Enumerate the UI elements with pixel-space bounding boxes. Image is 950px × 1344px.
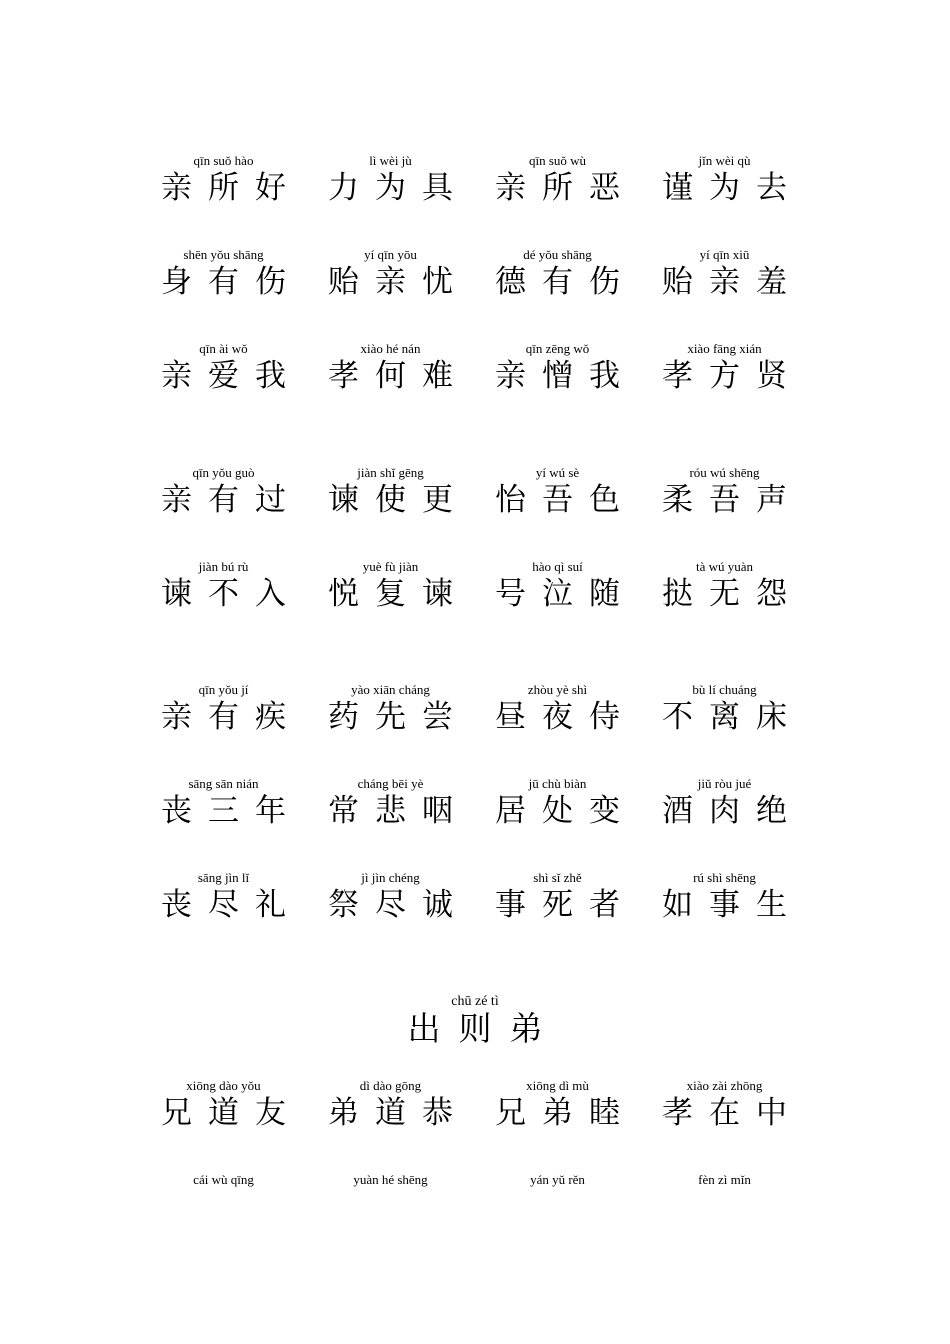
pinyin-text: bù lí chuáng	[692, 682, 757, 697]
pinyin-text: qīn ài wǒ	[199, 341, 248, 356]
hanzi-text: 身有伤	[161, 264, 302, 300]
hanzi-text: 贻亲羞	[662, 264, 803, 300]
pinyin-text: jiàn bú rù	[198, 559, 249, 574]
hanzi-text: 亲有过	[161, 482, 302, 518]
verse-phrase	[641, 870, 808, 950]
verse-phrase	[140, 682, 307, 762]
hanzi-text: 孝何难	[328, 358, 469, 394]
pinyin-text: jì jìn chéng	[361, 870, 420, 885]
hanzi-text: 昼夜侍	[495, 699, 636, 735]
pinyin-text: xiào fāng xián	[687, 341, 762, 356]
verse-phrase	[474, 1078, 641, 1158]
verse-line-3	[140, 341, 810, 421]
pinyin-text: sāng jìn lǐ	[197, 870, 250, 885]
pinyin-text: yuè fù jiàn	[362, 559, 419, 574]
hanzi-text: 亲所恶	[495, 170, 636, 206]
verse-phrase	[474, 153, 641, 233]
pinyin-text: hào qì suí	[532, 559, 583, 574]
hanzi-text: 丧尽礼	[161, 887, 302, 923]
verse-phrase	[641, 465, 808, 545]
pinyin-text: xiōng dì mù	[526, 1078, 589, 1093]
verse-phrase	[641, 341, 808, 421]
pinyin-text: dé yǒu shāng	[523, 247, 592, 262]
pinyin-text: xiōng dào yǒu	[186, 1078, 261, 1093]
verse-phrase	[140, 776, 307, 856]
verse-phrase	[140, 341, 307, 421]
verse-phrase	[474, 1172, 641, 1252]
verse-line-5	[140, 559, 810, 639]
hanzi-text: 不离床	[662, 699, 803, 735]
verse-phrase	[140, 153, 307, 233]
hanzi-text: 酒肉绝	[662, 793, 803, 829]
pinyin-text: xiào hé nán	[360, 341, 421, 356]
hanzi-text: 药先尝	[328, 699, 469, 735]
pinyin-text: jiǔ ròu jué	[697, 776, 752, 791]
hanzi-text: 孝方贤	[662, 358, 803, 394]
verse-phrase	[474, 870, 641, 950]
hanzi-text: 德有伤	[495, 264, 636, 300]
verse-phrase	[307, 682, 474, 762]
pinyin-text: zhòu yè shì	[527, 682, 588, 697]
verse-line-10	[140, 1172, 810, 1252]
verse-phrase	[307, 776, 474, 856]
hanzi-text: 亲有疾	[161, 699, 302, 735]
hanzi-text: 弟道恭	[328, 1095, 469, 1131]
verse-phrase	[474, 247, 641, 327]
verse-phrase	[307, 870, 474, 950]
hanzi-text: 居处变	[495, 793, 636, 829]
pinyin-text: yào xiān cháng	[351, 682, 430, 697]
hanzi-text: 谨为去	[662, 170, 803, 206]
pinyin-text: yí wú sè	[535, 465, 580, 480]
pinyin-text: qīn suǒ hào	[193, 153, 254, 168]
verse-phrase	[140, 870, 307, 950]
verse-phrase	[307, 1172, 474, 1252]
verse-phrase	[474, 682, 641, 762]
pinyin-text: yuàn hé shēng	[353, 1172, 428, 1187]
pinyin-text: qīn zēng wǒ	[525, 341, 590, 356]
hanzi-text: 悦复谏	[328, 576, 469, 612]
verse-phrase	[140, 559, 307, 639]
verse-line-9	[140, 1078, 810, 1158]
hanzi-text: 亲爱我	[161, 358, 302, 394]
verse-phrase	[307, 341, 474, 421]
verse-phrase	[641, 1172, 808, 1252]
verse-phrase	[140, 247, 307, 327]
pinyin-text: xiào zài zhōng	[686, 1078, 763, 1093]
verse-phrase	[140, 1172, 307, 1252]
hanzi-text: 贻亲忧	[328, 264, 469, 300]
hanzi-text: 孝在中	[662, 1095, 803, 1131]
pinyin-text: shì sǐ zhě	[533, 870, 582, 885]
hanzi-text: 事死者	[495, 887, 636, 923]
section-title-hanzi: 出则弟	[407, 1009, 561, 1048]
pinyin-text: lì wèi jù	[369, 153, 412, 168]
hanzi-text: 亲憎我	[495, 358, 636, 394]
verse-phrase	[140, 465, 307, 545]
pinyin-text: fèn zì mǐn	[698, 1172, 751, 1187]
pinyin-text: qīn yǒu guò	[192, 465, 255, 480]
verse-phrase	[474, 465, 641, 545]
hanzi-text: 力为具	[328, 170, 469, 206]
hanzi-text: 兄道友	[161, 1095, 302, 1131]
pinyin-text: shēn yǒu shāng	[183, 247, 264, 262]
pinyin-text: jū chù biàn	[528, 776, 587, 791]
pinyin-text: yí qīn yōu	[364, 247, 417, 262]
pinyin-text: róu wú shēng	[689, 465, 760, 480]
verse-phrase	[474, 341, 641, 421]
verse-phrase	[641, 682, 808, 762]
verse-line-2	[140, 247, 810, 327]
pinyin-text: jiàn shǐ gēng	[357, 465, 424, 480]
hanzi-text: 挞无怨	[662, 576, 803, 612]
verse-phrase	[641, 1078, 808, 1158]
hanzi-text: 柔吾声	[662, 482, 803, 518]
hanzi-text: 谏使更	[328, 482, 469, 518]
pinyin-text: cháng bēi yè	[357, 776, 424, 791]
verse-phrase	[140, 1078, 307, 1158]
verse-line-4	[140, 465, 810, 545]
hanzi-text: 怡吾色	[495, 482, 636, 518]
verse-phrase	[474, 776, 641, 856]
hanzi-text: 如事生	[662, 887, 803, 923]
verse-phrase	[641, 559, 808, 639]
verse-phrase	[474, 559, 641, 639]
verse-phrase	[307, 465, 474, 545]
verse-phrase	[307, 559, 474, 639]
hanzi-text: 谏不入	[161, 576, 302, 612]
verse-phrase	[641, 776, 808, 856]
verse-line-6	[140, 682, 810, 762]
verse-line-1	[140, 153, 810, 233]
pinyin-text: yán yǔ rěn	[530, 1172, 585, 1187]
hanzi-text: 号泣随	[495, 576, 636, 612]
pinyin-text: dì dào gōng	[359, 1078, 422, 1093]
pinyin-text: yí qīn xiū	[699, 247, 750, 262]
pinyin-text: sāng sān nián	[188, 776, 259, 791]
pinyin-text: jǐn wèi qù	[698, 153, 751, 168]
pinyin-text: qīn suǒ wù	[528, 153, 587, 168]
verse-phrase	[307, 1078, 474, 1158]
verse-line-7	[140, 776, 810, 856]
pinyin-text: qīn yǒu jí	[198, 682, 249, 697]
hanzi-text: 常悲咽	[328, 793, 469, 829]
verse-phrase	[307, 247, 474, 327]
pinyin-text: tà wú yuàn	[695, 559, 754, 574]
verse-phrase	[307, 153, 474, 233]
verse-phrase	[641, 247, 808, 327]
hanzi-text: 丧三年	[161, 793, 302, 829]
hanzi-text: 亲所好	[161, 170, 302, 206]
verse-line-8	[140, 870, 810, 950]
pinyin-text: cái wù qīng	[193, 1172, 254, 1187]
pinyin-text: rú shì shēng	[693, 870, 756, 885]
hanzi-text: 兄弟睦	[495, 1095, 636, 1131]
section-title-pinyin: chū zé tì	[451, 994, 499, 1009]
hanzi-text: 祭尽诚	[328, 887, 469, 923]
verse-phrase	[641, 153, 808, 233]
section-title	[0, 994, 950, 1074]
